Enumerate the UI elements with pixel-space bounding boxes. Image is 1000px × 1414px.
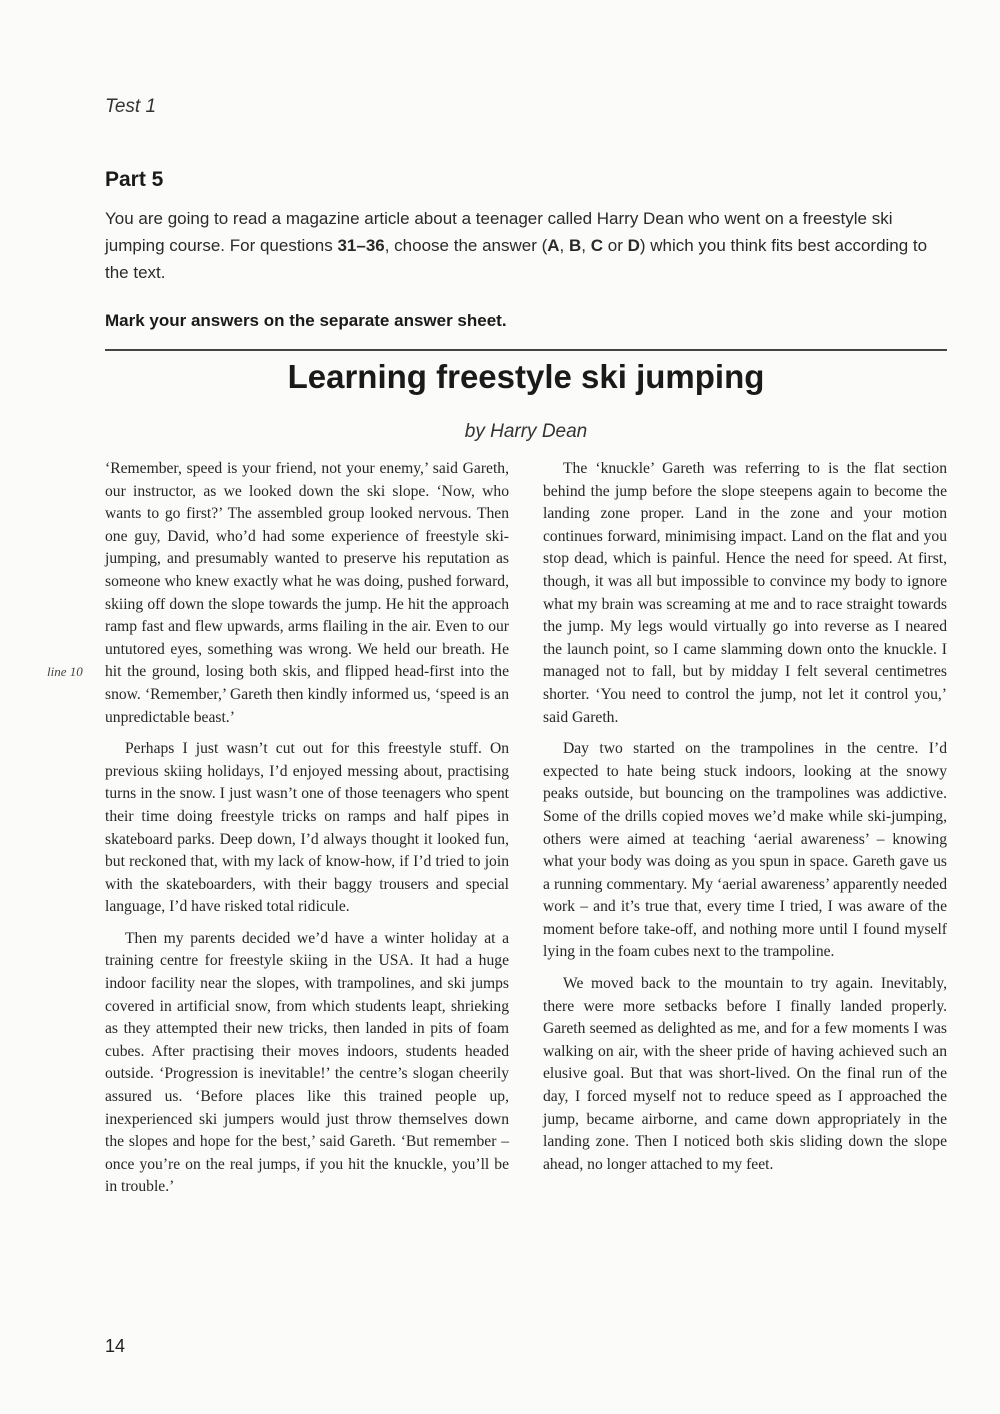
article-column-right — [543, 458, 947, 1185]
article-paragraph: Then my parents decided we’d have a winter holiday at a training centre for freestyle skiing in the USA. It had a huge indoor facility near the slopes, with trampolines, and ski jumps covered in artificial snow, from which students leapt, shrieking as they attempted their new tricks, then landed in pits of foam cubes. After practising their moves indoors, students headed outside. ‘Progression is inevitable!’ the centre’s slogan cheerily assured us. ‘Before places like this trained people up, inexperienced ski jumpers would just throw themselves down the slopes and hope for the best,’ said Gareth. ‘But remember – once you’re on the real jumps, if you hit the knuckle, you’ll be in trouble.’ — [105, 929, 509, 1196]
article-paragraph: Perhaps I just wasn’t cut out for this freestyle stuff. On previous skiing holidays, I’d enjoyed messing about, practising turns in the snow. I just wasn’t one of those teenagers who spent their time doing freestyle tricks on ramps and half pipes in skateboard parks. Deep down, I’d always thought it looked fun, but reckoned that, with my lack of know-how, if I’d tried to join with the skateboarders, with their baggy trousers and special language, I’d have risked total ridicule. — [105, 740, 509, 916]
instructions-text-3: ) which you think fits best according to the text. — [105, 236, 928, 282]
article-paragraph: We moved back to the mountain to try again. Inevitably, there were more setbacks before I finally landed properly. Gareth seemed as delighted as me, and for a few moments I was walking on air, with the sheer pride of having achieved such an elusive goal. But that was short-lived. On the final run of the day, I forced myself not to reduce speed as I approached the jump, became airborne, and came down appropriately in the landing zone. Then I noticed both skis sliding down the slope ahead, no longer attached to my feet. — [543, 975, 947, 1173]
instructions-text-2: , choose the answer ( — [384, 236, 548, 255]
article-column-left — [105, 458, 509, 1208]
article-byline: by Harry Dean — [464, 421, 588, 442]
question-range: 31–36 — [337, 236, 385, 255]
option-c: C — [590, 236, 604, 255]
instructions-sep-3: or — [603, 236, 628, 255]
instructions-sep-1: , — [559, 236, 569, 255]
divider-rule — [105, 349, 947, 351]
line-marker: line 10 — [47, 664, 83, 679]
instructions-sep-2: , — [581, 236, 591, 255]
test-label: Test 1 — [105, 96, 157, 117]
article-paragraph: The ‘knuckle’ Gareth was referring to is the flat section behind the jump before the slope steepens again to become the landing zone proper. Land in the zone and your motion continues forward, minimising impact. Land on the flat and you stop dead, which is painful. Hence the need for speed. At first, though, it was all but impossible to convince my body to ignore what my brain was screaming at me and to race straight towards the jump. My legs would virtually go into reverse as I neared the launch point, so I came slamming down onto the knuckle. I managed not to fall, but by midday I felt several centimetres shorter. ‘You need to control the jump, not let it control you,’ said Gareth. — [543, 460, 947, 726]
instructions — [105, 205, 950, 286]
option-b: B — [569, 236, 582, 255]
answer-sheet-instruction: Mark your answers on the separate answer sheet. — [105, 311, 507, 330]
article-paragraph: Day two started on the trampolines in the centre. I’d expected to hate being stuck indoors, looking at the snowy peaks outside, but bouncing on the trampolines was addictive. Some of the drills copied moves we’d make while ski-jumping, others were aimed at teaching ‘aerial awareness’ – knowing what your body was doing as you spun in space. Gareth gave us a running commentary. My ‘aerial awareness’ apparently needed work – and it’s true that, every time I tried, I was aware of the moment before take-off, and nothing more until I found myself lying in the foam cubes next to the trampoline. — [543, 740, 947, 961]
instructions-text-1: You are going to read a magazine article about a teenager called Harry Dean who went on a freestyle ski jumping course. For questions — [105, 209, 893, 255]
option-d: D — [627, 236, 640, 255]
article-title: Learning freestyle ski jumping — [287, 358, 765, 395]
part-title: Part 5 — [105, 168, 164, 191]
option-a: A — [547, 236, 560, 255]
article-paragraph: ‘Remember, speed is your friend, not your enemy,’ said Gareth, our instructor, as we looked down the ski slope. ‘Now, who wants to go first?’ The assembled group looked nervous. Then one guy, David, who’d had some experience of freestyle ski-jumping, and presumably wanted to preserve his reputation as someone who knew exactly what he was doing, pushed forward, skiing off down the slope towards the jump. He hit the approach ramp fast and flew upwards, arms flailing in the air. Even to our untutored eyes, something was wrong. We held our breath. He hit the ground, losing both skis, and flipped head-first into the snow. ‘Remember,’ Gareth then kindly informed us, ‘speed is an unpredictable beast.’ — [105, 460, 509, 726]
page-number: 14 — [105, 1336, 126, 1356]
